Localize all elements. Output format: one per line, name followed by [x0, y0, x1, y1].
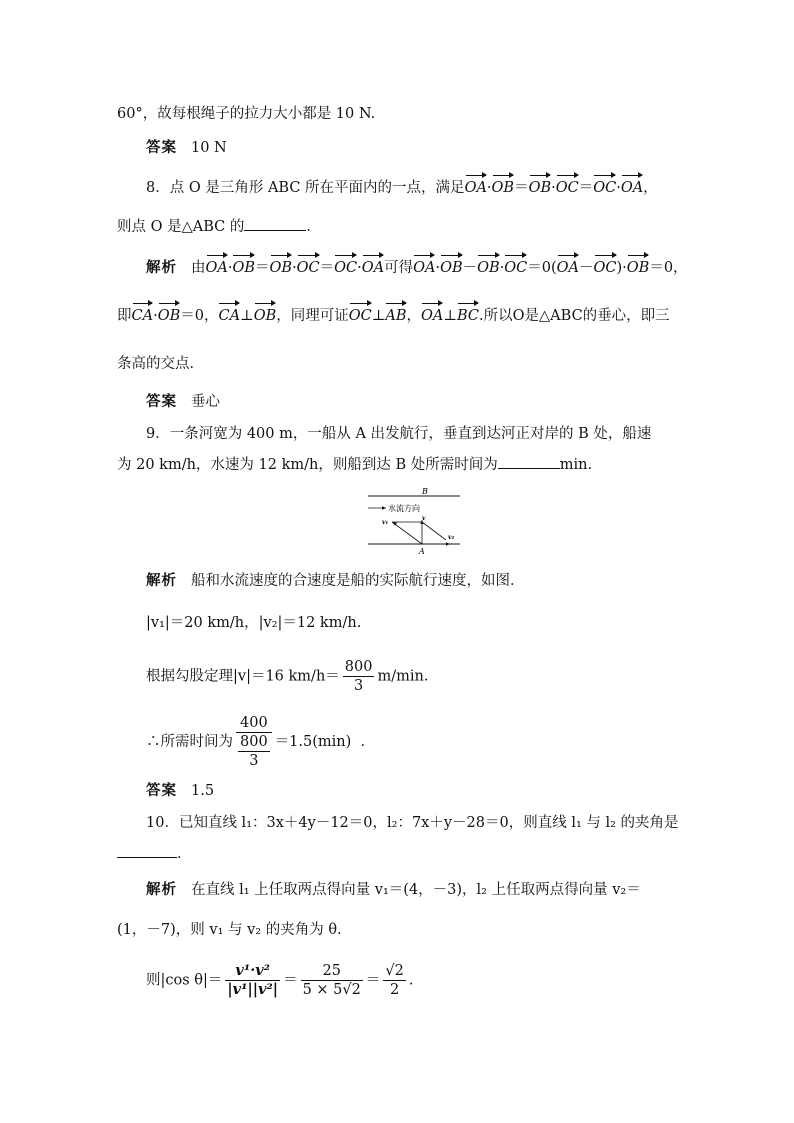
fraction-sqrt2-2: $\frac{√2}{2}$: [385, 963, 404, 998]
question-number: 8．: [146, 180, 170, 196]
solution-8-line-2: 即CA·OB＝0，CA⊥OB，同理可证OC⊥AB，OA⊥BC.所以O是△ABC的垂心，即三: [117, 308, 670, 324]
solution-10-line-3: 则|cos θ|＝ $\frac{\text{v¹·v²}}{\text{|v¹||v²|}}$ ＝ $\frac{25}{5 \times 5√2}$ ＝ $\frac{√2}{2}$ .: [146, 962, 414, 998]
solution-text: 则|cos θ|＝: [146, 972, 223, 989]
question-9-line-1: 9．一条河宽为 400 m，一船从 A 出发航行，垂直到达河正对岸的 B 处，船速: [146, 426, 652, 442]
solution-text: 可得: [384, 260, 414, 276]
answer-q8: [146, 392, 220, 412]
solution-text: 即: [117, 308, 132, 324]
answer-q7: [146, 138, 227, 158]
solution-9-line-1: [146, 571, 525, 591]
solution-text: m/min.: [377, 668, 429, 685]
solution-label: 解析: [146, 573, 177, 589]
label-v1: v₁: [382, 519, 389, 526]
solution-label: 解析: [146, 260, 177, 276]
label-flow-direction: 水流方向: [388, 504, 420, 513]
question-9-line-2: [117, 454, 592, 475]
question-text: 为 20 km/h，水速为 12 km/h，则船到达 B 处所需时间为: [117, 457, 498, 473]
solution-text: 船和水流速度的合速度是船的实际航行速度，如图．: [191, 573, 525, 589]
solution-9-line-2: |v₁|＝20 km/h，|v₂|＝12 km/h.: [146, 615, 362, 631]
solution-8-line-1: 解析 由OA·OB＝OB·OC＝OC·OA可得OA·OB－OB·OC＝0(OA－OC)·OB＝0，: [146, 260, 688, 276]
question-text: 点 O 是三角形 ABC 所在平面内的一点，满足: [169, 180, 465, 196]
solution-9-line-3: [146, 658, 428, 695]
river-velocity-diagram: [364, 484, 464, 556]
answer-q9: [146, 781, 214, 801]
solution-text: 在直线 l₁ 上任取两点得向量 v₁＝(4，－3)，l₂ 上任取两点得向量 v₂＝: [191, 882, 641, 898]
paragraph-q7-conclusion: 60°，故每根绳子的拉力大小都是 10 N.: [117, 106, 376, 122]
question-8-tail: 则点 O 是△ABC 的 ．: [117, 216, 321, 237]
fraction-800-3: $\frac{800}{3}$: [344, 659, 373, 694]
label-B: B: [422, 487, 428, 496]
question-text: min.: [559, 457, 593, 473]
answer-label: 答案: [146, 783, 177, 799]
answer-label: 答案: [146, 394, 177, 410]
question-10-line-1: 10．已知直线 l₁：3x＋4y－12＝0，l₂：7x＋y－28＝0，则直线 l₁ 与 l₂ 的夹角是: [146, 815, 679, 831]
solution-text: 根据勾股定理|v|＝16 km/h＝: [146, 668, 340, 685]
answer-blank: [244, 216, 306, 231]
solution-text: ＝1.5(min): [274, 734, 352, 750]
solution-10-line-1: [146, 880, 641, 900]
label-v2: v₂: [448, 534, 455, 541]
question-text: 则点 O 是△ABC 的: [117, 219, 245, 235]
solution-label: 解析: [146, 882, 177, 898]
answer-value: 10 N: [191, 140, 227, 156]
answer-blank: [117, 843, 177, 858]
answer-label: 答案: [146, 140, 177, 156]
fraction-dot-product: $\frac{\text{v¹·v²}}{\text{|v¹||v²|}}$: [227, 962, 279, 998]
solution-8-line-3: 条高的交点．: [117, 356, 204, 372]
solution-text: 所以O是△ABC的垂心，即三: [483, 308, 670, 324]
solution-text: ，同理可证: [276, 308, 349, 324]
answer-value: 垂心: [191, 394, 220, 410]
solution-text: ＝0，: [649, 260, 688, 276]
solution-text: ∴所需时间为: [146, 734, 233, 750]
vector-condition: OA·OB＝OB·OC＝OC·OA，: [464, 180, 658, 196]
solution-10-line-2: (1，－7)，则 v₁ 与 v₂ 的夹角为 θ.: [117, 922, 342, 938]
solution-text: 由: [191, 260, 206, 276]
fraction-25: $\frac{25}{5 \times 5√2}$: [302, 963, 361, 998]
label-v: v: [422, 515, 426, 522]
answer-value: 1.5: [191, 783, 215, 799]
fraction-time: 400 800 3: [236, 714, 272, 770]
answer-blank: [498, 454, 560, 469]
solution-text: ＝0，: [180, 308, 219, 324]
solution-9-line-4: ∴所需时间为 400 800 3 ＝1.5(min) ．: [146, 715, 376, 769]
question-10-line-2: ．: [117, 843, 192, 864]
question-8: [146, 178, 658, 198]
label-A: A: [419, 547, 425, 556]
